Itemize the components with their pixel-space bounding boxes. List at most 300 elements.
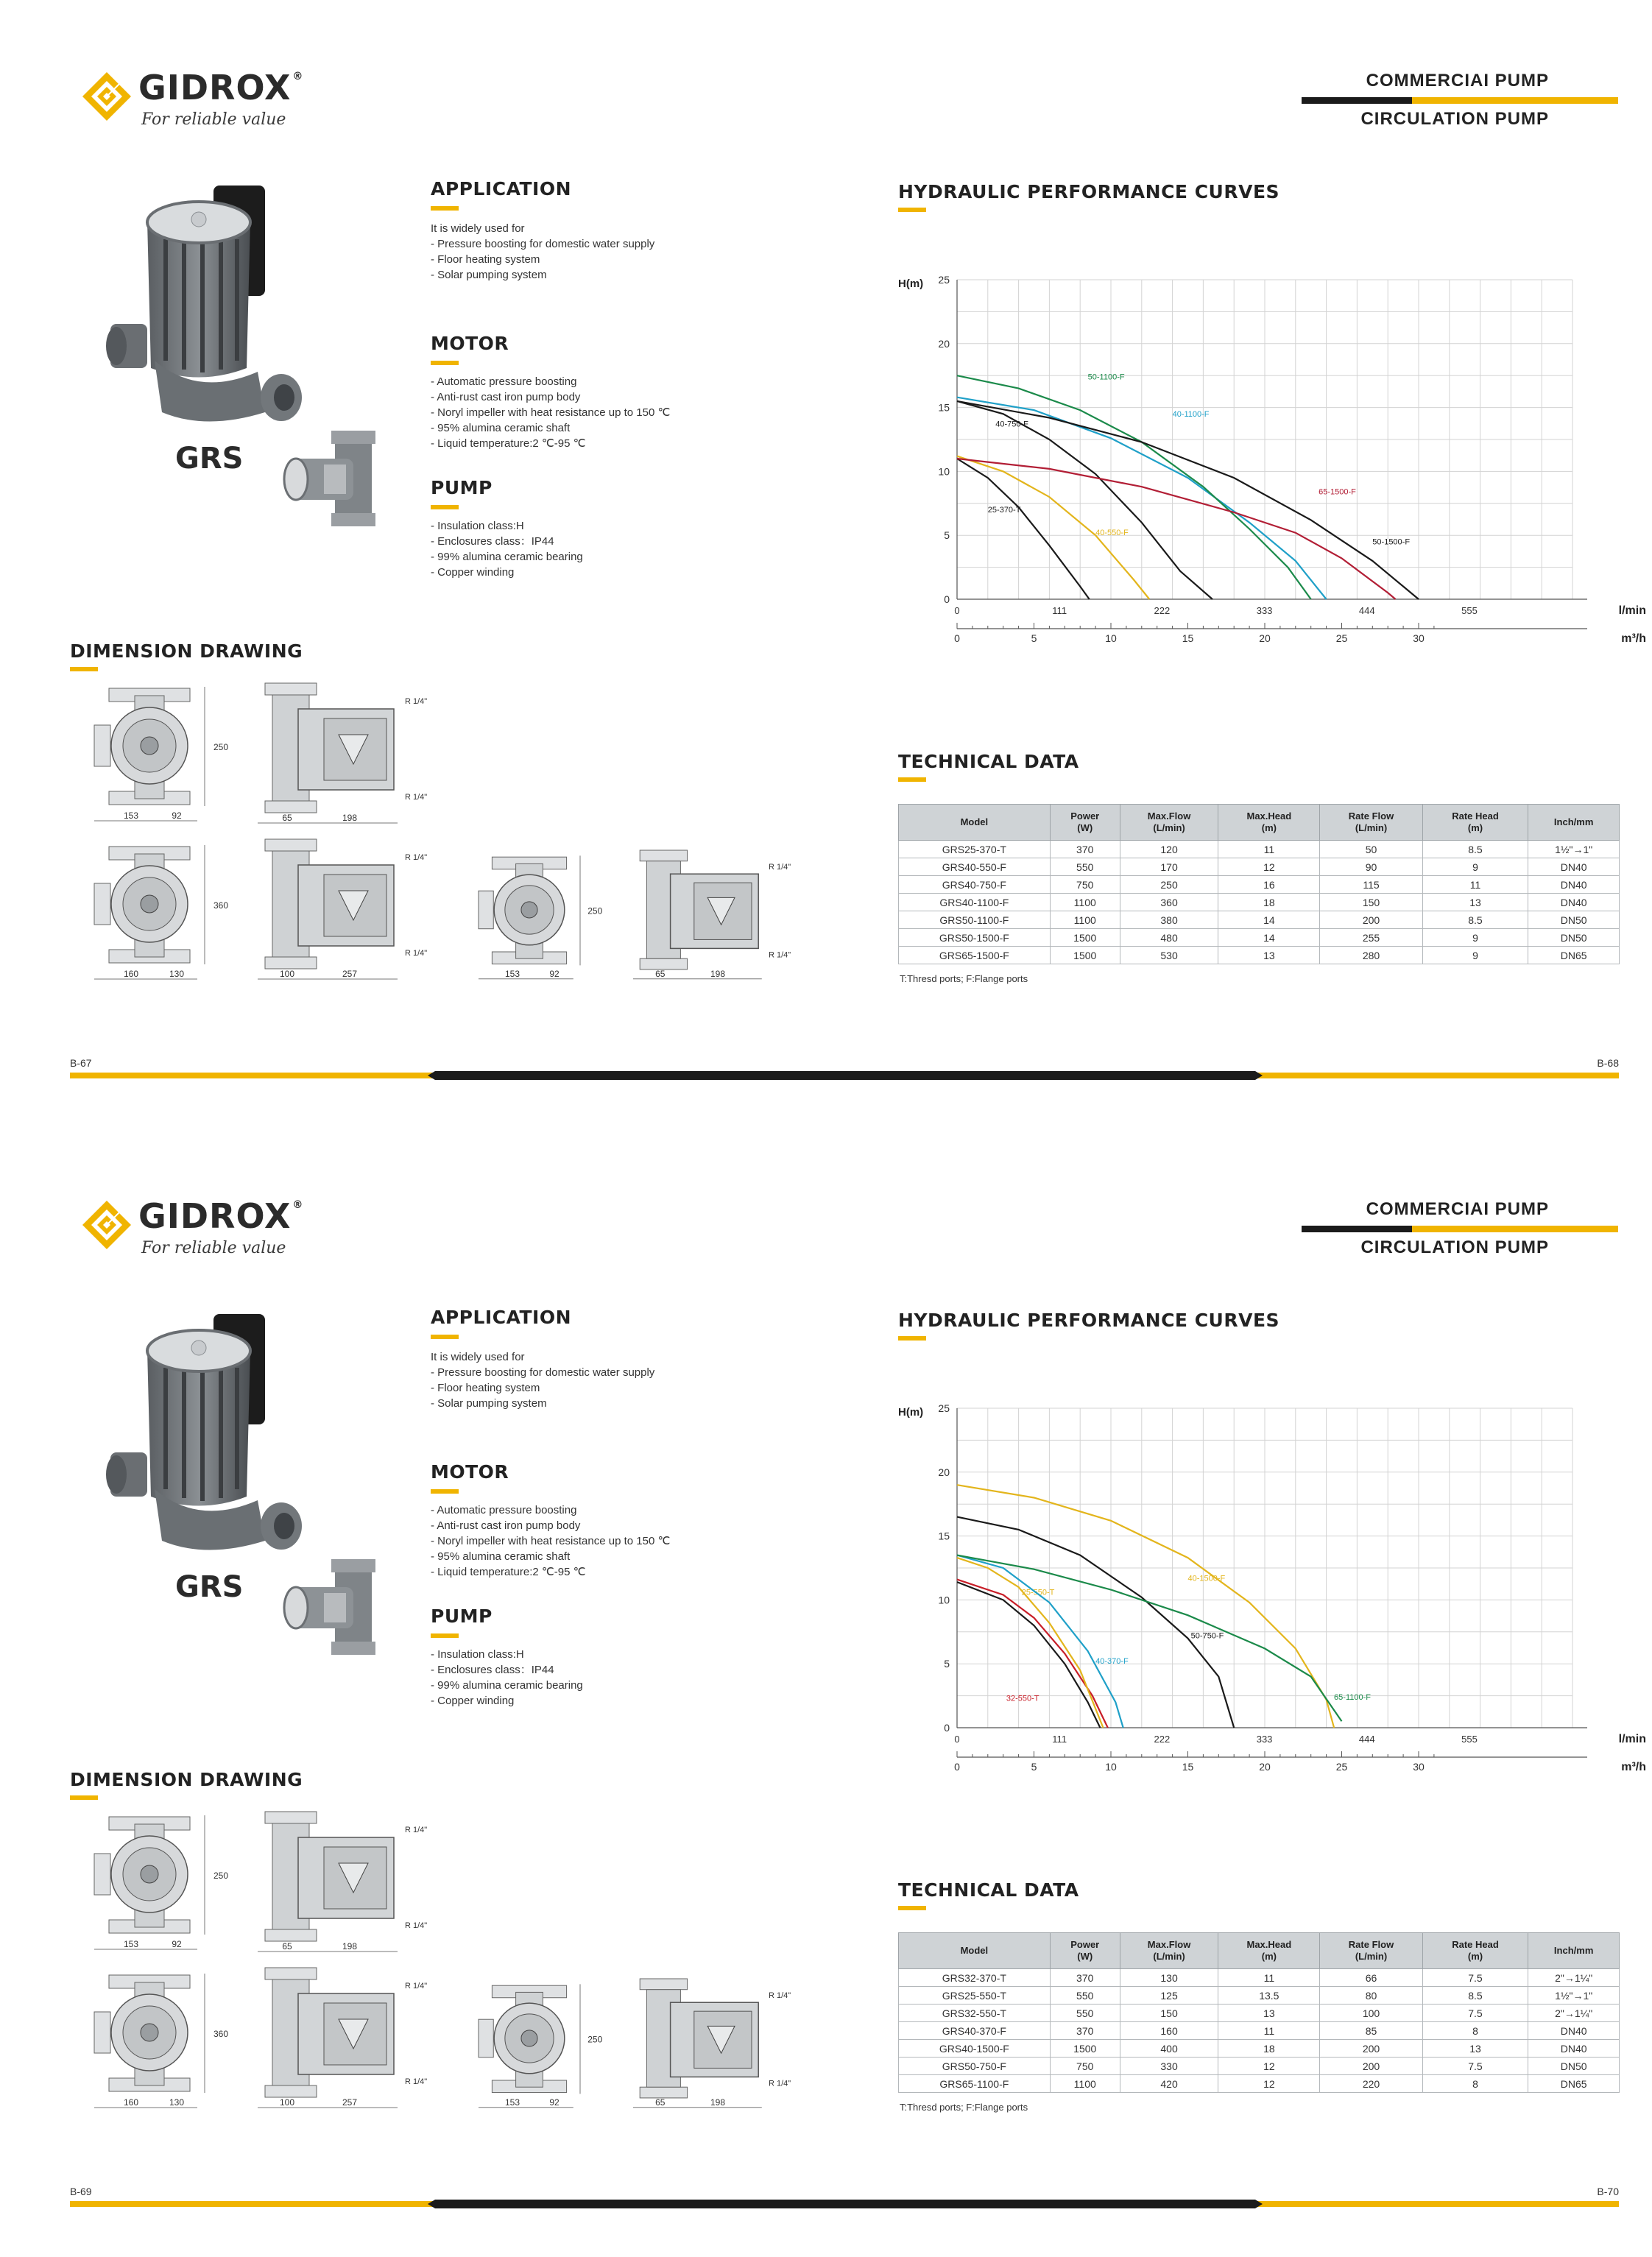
x-tick-label-lmin: 333 — [1256, 1734, 1273, 1745]
side-view — [258, 683, 427, 823]
header-bar-dark — [1302, 97, 1412, 104]
table-cell: DN40 — [1528, 894, 1620, 911]
table-row — [899, 2040, 1620, 2058]
dimension-label: 198 — [342, 1941, 358, 1952]
dimension-label: R 1/4" — [405, 949, 428, 958]
footer-bar — [70, 2200, 1619, 2208]
curve-label: 25-550-T — [1021, 1588, 1055, 1597]
dimension-label: R 1/4" — [769, 862, 791, 872]
table-row — [899, 2058, 1620, 2075]
front-view — [479, 1984, 603, 2108]
motor-item: - Liquid temperature:2 ℃-95 ℃ — [431, 1566, 586, 1578]
table-cell: 130 — [1120, 1969, 1218, 1987]
dimension-label: 92 — [549, 969, 560, 980]
y-tick-label: 20 — [938, 337, 950, 350]
table-cell: 8 — [1422, 2022, 1528, 2040]
y-axis-label: H(m) — [898, 1406, 924, 1419]
table-cell: 380 — [1120, 911, 1218, 929]
dimension-label: 92 — [172, 1939, 182, 1949]
table-cell: GRS65-1500-F — [899, 947, 1051, 964]
x-tick-label-lmin: 333 — [1256, 605, 1273, 616]
pump-list — [431, 518, 583, 580]
small-pump-photo — [280, 1559, 398, 1662]
x-tick-label-lmin: 0 — [954, 1734, 960, 1745]
header-subcategory: CIRCULATION PUMP — [1360, 109, 1549, 129]
dimension-label: 65 — [655, 2097, 666, 2108]
table-note: T:Thresd ports; F:Flange ports — [900, 973, 1028, 984]
page-number-left: B-69 — [70, 2186, 92, 2197]
table-cell: 200 — [1320, 2058, 1422, 2075]
application-item: - Pressure boosting for domestic water supply — [431, 1366, 655, 1379]
x-tick-label-m3h: 25 — [1335, 632, 1348, 644]
side-view — [258, 1968, 427, 2108]
x-axis-label-m3h: m³/h — [1621, 632, 1646, 645]
dimension-label: R 1/4" — [405, 793, 428, 802]
pump-item: - 99% alumina ceramic bearing — [431, 551, 583, 563]
table-cell: 1½"→1" — [1528, 841, 1620, 858]
table-cell: 1100 — [1050, 911, 1120, 929]
pump-item: - Enclosures class：IP44 — [431, 1664, 554, 1676]
dimension-label: 92 — [172, 810, 182, 821]
dimension-label: R 1/4" — [769, 1991, 791, 2000]
table-cell: GRS50-750-F — [899, 2058, 1051, 2075]
dimension-label: 160 — [123, 969, 139, 979]
table-cell: 250 — [1120, 876, 1218, 894]
table-cell: 8.5 — [1422, 841, 1528, 858]
curve-label: 50-1500-F — [1372, 537, 1411, 547]
brand-name: GIDROX ® — [138, 1196, 304, 1236]
table-header-cell: Max.Flow (L/min) — [1120, 805, 1218, 841]
application-underline — [431, 206, 459, 211]
model-label: GRS — [175, 442, 244, 476]
table-cell: DN50 — [1528, 929, 1620, 947]
dimension-label: 92 — [549, 2097, 560, 2108]
table-cell: 370 — [1050, 841, 1120, 858]
dimension-label: R 1/4" — [405, 2077, 428, 2086]
table-cell: 220 — [1320, 2075, 1422, 2093]
table-header-cell: Max.Head (m) — [1218, 805, 1320, 841]
table-cell: 7.5 — [1422, 1969, 1528, 1987]
table-cell: 330 — [1120, 2058, 1218, 2075]
x-tick-label-m3h: 10 — [1105, 632, 1117, 644]
chart-underline — [898, 1336, 926, 1341]
chart-grid — [957, 1408, 1572, 1728]
table-cell: 18 — [1218, 2040, 1320, 2058]
table-cell: 7.5 — [1422, 2058, 1528, 2075]
table-cell: 90 — [1320, 858, 1422, 876]
table-cell: 14 — [1218, 929, 1320, 947]
front-view — [94, 1974, 228, 2108]
motor-title: MOTOR — [431, 333, 509, 354]
table-cell: 370 — [1050, 2022, 1120, 2040]
motor-item: - 95% alumina ceramic shaft — [431, 1550, 571, 1563]
dimension-label: 250 — [213, 742, 229, 752]
table-cell: 420 — [1120, 2075, 1218, 2093]
x-tick-label-m3h: 30 — [1413, 632, 1425, 644]
curve-label: 40-1100-F — [1172, 409, 1210, 419]
table-cell: DN65 — [1528, 2075, 1620, 2093]
application-title: APPLICATION — [431, 1307, 572, 1328]
x-tick-label-m3h: 0 — [954, 1761, 960, 1773]
table-row — [899, 841, 1620, 858]
header-bar-accent — [1412, 1226, 1618, 1232]
dimension-drawing-set — [88, 677, 795, 986]
application-item: - Solar pumping system — [431, 1397, 547, 1410]
catalog-spread — [0, 0, 1652, 1128]
dimension-drawing-set — [88, 1806, 795, 2115]
application-title: APPLICATION — [431, 178, 572, 199]
chart-underline — [898, 208, 926, 212]
table-cell: 50 — [1320, 841, 1422, 858]
dimension-label: R 1/4" — [405, 1982, 428, 1991]
curve-label: 40-1500-F — [1187, 1574, 1226, 1583]
table-cell: DN50 — [1528, 2058, 1620, 2075]
table-cell: 370 — [1050, 1969, 1120, 1987]
table-cell: 2"→1¼" — [1528, 1969, 1620, 1987]
table-row — [899, 929, 1620, 947]
table-cell: 11 — [1218, 841, 1320, 858]
table-cell: 8 — [1422, 2075, 1528, 2093]
table-cell: 85 — [1320, 2022, 1422, 2040]
dimension-label: 257 — [342, 969, 358, 979]
table-cell: 280 — [1320, 947, 1422, 964]
dimension-label: 160 — [123, 2097, 139, 2108]
curve-label: 65-1500-F — [1319, 487, 1356, 497]
motor-item: - Anti-rust cast iron pump body — [431, 1519, 581, 1532]
table-cell: GRS65-1100-F — [899, 2075, 1051, 2093]
curve-label: 50-750-F — [1190, 1631, 1224, 1641]
table-cell: 200 — [1320, 911, 1422, 929]
table-cell: 400 — [1120, 2040, 1218, 2058]
dimension-label: 198 — [342, 813, 358, 823]
page-number-right: B-68 — [1597, 1057, 1619, 1069]
y-tick-label: 10 — [938, 1594, 950, 1606]
table-cell: DN65 — [1528, 947, 1620, 964]
table-cell: 12 — [1218, 858, 1320, 876]
application-list — [431, 221, 654, 283]
header-category: COMMERCIAI PUMP — [1366, 1199, 1549, 1219]
table-cell: 550 — [1050, 1987, 1120, 2005]
table-header-cell: Rate Flow (L/min) — [1320, 1933, 1422, 1969]
table-cell: 1500 — [1050, 929, 1120, 947]
table-cell: 14 — [1218, 911, 1320, 929]
pump-item: - Copper winding — [431, 566, 515, 579]
table-cell: 7.5 — [1422, 2005, 1528, 2022]
dimension-underline — [70, 667, 98, 671]
table-header-cell: Inch/mm — [1528, 1933, 1620, 1969]
table-cell: 360 — [1120, 894, 1218, 911]
tech-underline — [898, 777, 926, 782]
table-header-cell: Model — [899, 805, 1051, 841]
brand-tagline: For reliable value — [141, 110, 286, 129]
side-view — [633, 850, 791, 979]
motor-list — [431, 1502, 670, 1580]
tech-title: TECHNICAL DATA — [898, 751, 1079, 772]
table-cell: 9 — [1422, 929, 1528, 947]
table-cell: 9 — [1422, 947, 1528, 964]
table-cell: 115 — [1320, 876, 1422, 894]
x-axis-label-m3h: m³/h — [1621, 1761, 1646, 1773]
curve-25-370-T — [957, 459, 1090, 599]
table-header-row — [899, 1933, 1620, 1969]
application-item: - Floor heating system — [431, 1382, 540, 1394]
table-cell: GRS32-550-T — [899, 2005, 1051, 2022]
x-tick-label-m3h: 20 — [1259, 632, 1271, 644]
y-tick-label: 25 — [938, 274, 950, 286]
footer-bar — [70, 1071, 1619, 1080]
page-number-left: B-67 — [70, 1057, 92, 1069]
dimension-label: 65 — [282, 1941, 292, 1952]
table-cell: 150 — [1320, 894, 1422, 911]
header-subcategory: CIRCULATION PUMP — [1360, 1237, 1549, 1257]
table-cell: GRS40-1100-F — [899, 894, 1051, 911]
model-label: GRS — [175, 1570, 244, 1604]
dimension-label: 65 — [282, 813, 292, 823]
y-tick-label: 20 — [938, 1466, 950, 1478]
pump-photo — [96, 177, 317, 442]
chart-title: HYDRAULIC PERFORMANCE CURVES — [898, 181, 1280, 202]
application-item: - Solar pumping system — [431, 269, 547, 281]
motor-underline — [431, 361, 459, 365]
table-cell: 2"→1¼" — [1528, 2005, 1620, 2022]
table-cell: 1½"→1" — [1528, 1987, 1620, 2005]
table-note: T:Thresd ports; F:Flange ports — [900, 2102, 1028, 2113]
table-header-cell: Model — [899, 1933, 1051, 1969]
dimension-label: 100 — [279, 969, 295, 979]
table-cell: 12 — [1218, 2075, 1320, 2093]
motor-item: - Automatic pressure boosting — [431, 1504, 577, 1516]
table-cell: GRS40-550-F — [899, 858, 1051, 876]
table-cell: 120 — [1120, 841, 1218, 858]
dimension-title: DIMENSION DRAWING — [70, 640, 303, 662]
application-item: It is widely used for — [431, 1351, 525, 1363]
table-cell: DN40 — [1528, 2022, 1620, 2040]
brand-name: GIDROX ® — [138, 68, 304, 107]
curve-label: 50-1100-F — [1087, 372, 1125, 382]
table-cell: 750 — [1050, 2058, 1120, 2075]
x-tick-label-m3h: 5 — [1031, 632, 1037, 644]
table-cell: GRS25-550-T — [899, 1987, 1051, 2005]
application-item: - Pressure boosting for domestic water supply — [431, 238, 655, 250]
pump-item: - 99% alumina ceramic bearing — [431, 1679, 583, 1692]
motor-title: MOTOR — [431, 1461, 509, 1483]
dimension-label: 153 — [504, 969, 520, 980]
table-header-cell: Max.Head (m) — [1218, 1933, 1320, 1969]
side-view — [258, 839, 427, 979]
front-view — [94, 1815, 228, 1949]
y-tick-label: 0 — [944, 593, 950, 605]
curve-label: 65-1100-F — [1334, 1692, 1371, 1702]
dimension-label: R 1/4" — [405, 697, 428, 706]
side-view — [633, 1979, 791, 2108]
y-tick-label: 0 — [944, 1722, 950, 1734]
table-cell: 1100 — [1050, 2075, 1120, 2093]
dimension-label: R 1/4" — [405, 1921, 428, 1930]
x-tick-label-lmin: 555 — [1461, 1734, 1478, 1745]
table-cell: 550 — [1050, 858, 1120, 876]
dimension-label: 250 — [213, 1871, 229, 1881]
pump-underline — [431, 1633, 459, 1638]
y-tick-label: 15 — [938, 1530, 950, 1542]
brand-tagline: For reliable value — [141, 1239, 286, 1257]
curve-65-1500-F — [957, 459, 1396, 599]
dimension-label: 100 — [279, 2097, 295, 2108]
header-bar-dark — [1302, 1226, 1412, 1232]
x-tick-label-m3h: 20 — [1259, 1761, 1271, 1773]
small-pump-photo — [280, 431, 398, 534]
x-tick-label-lmin: 222 — [1154, 1734, 1171, 1745]
table-cell: GRS40-1500-F — [899, 2040, 1051, 2058]
table-cell: 80 — [1320, 1987, 1422, 2005]
pump-item: - Copper winding — [431, 1695, 515, 1707]
page-number-right: B-70 — [1597, 2186, 1619, 2197]
x-tick-label-lmin: 555 — [1461, 605, 1478, 616]
table-cell: 16 — [1218, 876, 1320, 894]
table-cell: DN50 — [1528, 911, 1620, 929]
table-cell: DN40 — [1528, 858, 1620, 876]
header-bar-accent — [1412, 97, 1618, 104]
table-cell: 1100 — [1050, 894, 1120, 911]
table-cell: 160 — [1120, 2022, 1218, 2040]
table-cell: 9 — [1422, 858, 1528, 876]
x-tick-label-m3h: 0 — [954, 632, 960, 644]
table-cell: GRS32-370-T — [899, 1969, 1051, 1987]
hydraulic-performance-chart — [892, 1401, 1646, 1776]
motor-item: - Automatic pressure boosting — [431, 375, 577, 388]
table-header-cell: Rate Head (m) — [1422, 805, 1528, 841]
front-view — [479, 855, 603, 979]
y-tick-label: 25 — [938, 1402, 950, 1414]
curve-label: 40-750-F — [995, 420, 1028, 429]
chart-title: HYDRAULIC PERFORMANCE CURVES — [898, 1310, 1280, 1331]
x-tick-label-lmin: 111 — [1052, 605, 1067, 616]
dimension-label: 360 — [213, 900, 229, 911]
table-cell: GRS50-1100-F — [899, 911, 1051, 929]
table-cell: 200 — [1320, 2040, 1422, 2058]
dimension-label: 257 — [342, 2097, 358, 2108]
pump-underline — [431, 505, 459, 509]
motor-list — [431, 374, 670, 451]
y-axis-label: H(m) — [898, 278, 924, 290]
table-header-cell: Rate Head (m) — [1422, 1933, 1528, 1969]
table-cell: 18 — [1218, 894, 1320, 911]
dimension-label: R 1/4" — [405, 1826, 428, 1834]
table-row — [899, 2022, 1620, 2040]
table-row — [899, 911, 1620, 929]
table-cell: 13.5 — [1218, 1987, 1320, 2005]
x-tick-label-lmin: 444 — [1358, 605, 1375, 616]
pump-item: - Insulation class:H — [431, 520, 524, 532]
table-cell: 550 — [1050, 2005, 1120, 2022]
table-header-row — [899, 805, 1620, 841]
table-header-cell: Power (W) — [1050, 805, 1120, 841]
table-cell: 1500 — [1050, 2040, 1120, 2058]
table-header-cell: Power (W) — [1050, 1933, 1120, 1969]
table-cell: 150 — [1120, 2005, 1218, 2022]
pump-item: - Enclosures class：IP44 — [431, 535, 554, 548]
application-item: - Floor heating system — [431, 253, 540, 266]
curve-32-370-T — [957, 1582, 1100, 1728]
table-cell: 13 — [1218, 2005, 1320, 2022]
motor-item: - Noryl impeller with heat resistance up to 150 ℃ — [431, 1535, 671, 1547]
motor-underline — [431, 1489, 459, 1494]
gidrox-logo-icon — [81, 71, 133, 122]
table-cell: 100 — [1320, 2005, 1422, 2022]
x-tick-label-lmin: 111 — [1052, 1734, 1067, 1745]
table-row — [899, 858, 1620, 876]
catalog-spread — [0, 1128, 1652, 2257]
dimension-label: 153 — [123, 810, 139, 821]
curve-label: 40-370-F — [1095, 1657, 1129, 1667]
x-tick-label-lmin: 444 — [1358, 1734, 1375, 1745]
table-cell: 12 — [1218, 2058, 1320, 2075]
table-cell: 11 — [1218, 2022, 1320, 2040]
table-cell: 170 — [1120, 858, 1218, 876]
pump-title: PUMP — [431, 1606, 493, 1627]
y-tick-label: 5 — [944, 529, 950, 542]
table-row — [899, 2005, 1620, 2022]
curve-32-550-T — [957, 1580, 1108, 1728]
table-cell: 530 — [1120, 947, 1218, 964]
x-tick-label-m3h: 25 — [1335, 1761, 1348, 1773]
technical-data-table — [898, 804, 1620, 964]
x-tick-label-m3h: 5 — [1031, 1761, 1037, 1773]
dimension-label: 130 — [169, 969, 185, 979]
table-cell: 1500 — [1050, 947, 1120, 964]
table-cell: 66 — [1320, 1969, 1422, 1987]
pump-title: PUMP — [431, 477, 493, 498]
curve-label: 40-550-F — [1095, 529, 1129, 538]
header-category: COMMERCIAI PUMP — [1366, 71, 1549, 91]
table-cell: 255 — [1320, 929, 1422, 947]
table-header-cell: Max.Flow (L/min) — [1120, 1933, 1218, 1969]
dimension-label: 250 — [587, 905, 603, 916]
application-underline — [431, 1335, 459, 1339]
hydraulic-performance-chart — [892, 272, 1646, 648]
table-row — [899, 876, 1620, 894]
tech-title: TECHNICAL DATA — [898, 1879, 1079, 1901]
dimension-label: 153 — [123, 1939, 139, 1949]
application-list — [431, 1349, 654, 1411]
dimension-label: 360 — [213, 2029, 229, 2039]
table-cell: 8.5 — [1422, 911, 1528, 929]
table-header-cell: Rate Flow (L/min) — [1320, 805, 1422, 841]
side-view — [258, 1812, 427, 1952]
gidrox-logo-icon — [81, 1199, 133, 1251]
table-row — [899, 1969, 1620, 1987]
table-cell: 750 — [1050, 876, 1120, 894]
dimension-label: R 1/4" — [405, 853, 428, 862]
table-row — [899, 947, 1620, 964]
motor-item: - 95% alumina ceramic shaft — [431, 422, 571, 434]
dimension-label: 153 — [504, 2097, 520, 2108]
x-axis-label-lmin: l/min — [1618, 1733, 1646, 1745]
curve-label: 25-370-T — [987, 505, 1021, 515]
pump-item: - Insulation class:H — [431, 1648, 524, 1661]
table-cell: GRS25-370-T — [899, 841, 1051, 858]
motor-item: - Noryl impeller with heat resistance up to 150 ℃ — [431, 406, 671, 419]
curve-50-1100-F — [957, 375, 1311, 599]
table-cell: GRS40-750-F — [899, 876, 1051, 894]
table-cell: GRS50-1500-F — [899, 929, 1051, 947]
dimension-label: 198 — [710, 2097, 726, 2108]
x-tick-label-m3h: 15 — [1182, 1761, 1194, 1773]
table-cell: GRS40-370-F — [899, 2022, 1051, 2040]
table-cell: 13 — [1422, 894, 1528, 911]
table-cell: 11 — [1422, 876, 1528, 894]
table-row — [899, 1987, 1620, 2005]
table-cell: 8.5 — [1422, 1987, 1528, 2005]
